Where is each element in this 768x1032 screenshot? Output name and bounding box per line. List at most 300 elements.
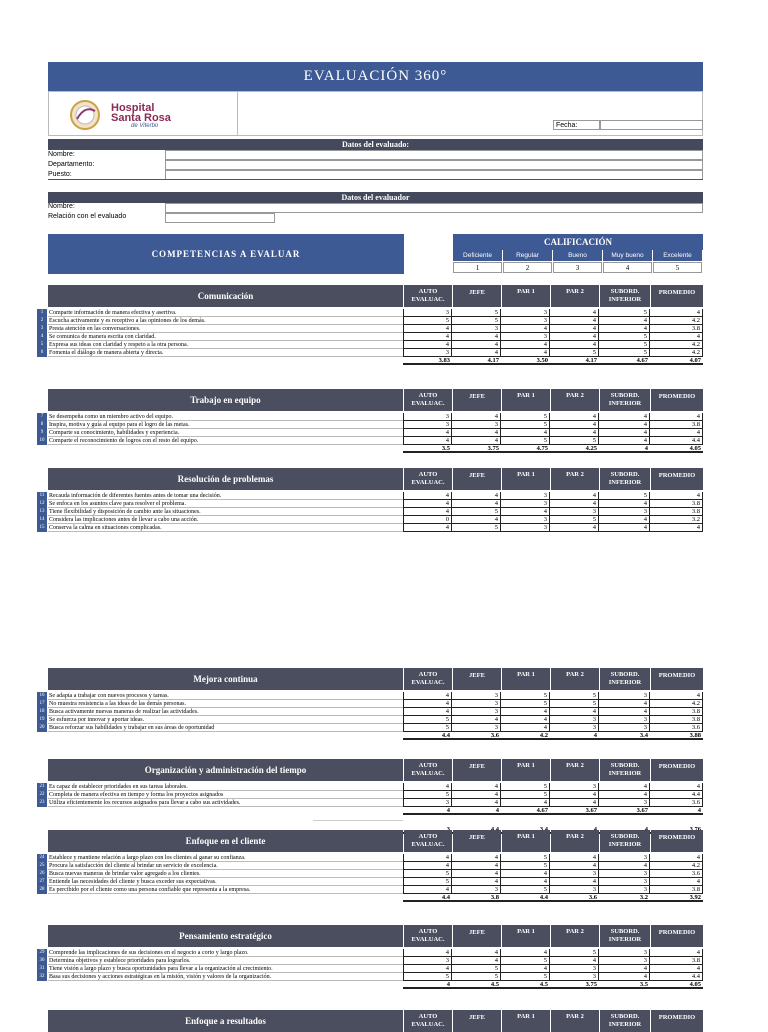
- promedio-cell: 4: [650, 429, 703, 437]
- score-cell[interactable]: 5: [501, 413, 550, 421]
- column-header: PROMEDIO: [651, 468, 703, 490]
- score-cell[interactable]: 5: [501, 854, 550, 862]
- score-cell[interactable]: 4: [550, 341, 599, 349]
- score-cell[interactable]: 4: [599, 516, 650, 524]
- score-cell[interactable]: 4: [599, 437, 650, 445]
- fecha-label: Fecha:: [553, 120, 600, 130]
- promedio-cell: 4: [650, 492, 703, 500]
- score-cell[interactable]: 4: [452, 413, 501, 421]
- score-cell[interactable]: 4: [599, 973, 650, 981]
- score-cell[interactable]: 4: [550, 333, 599, 341]
- criterion-text: Comparte su conocimiento, habilidades y experiencia.: [48, 429, 403, 437]
- score-cell[interactable]: 4: [452, 429, 501, 437]
- column-header: PAR 1: [502, 1010, 550, 1032]
- score-cell[interactable]: 4: [599, 524, 650, 532]
- row-number: 32: [37, 973, 47, 981]
- score-cell[interactable]: 4: [501, 949, 550, 957]
- score-cell[interactable]: 5: [599, 309, 650, 317]
- section-total: 3.4: [599, 732, 650, 740]
- section-title: Mejora continua: [48, 668, 403, 690]
- score-cell[interactable]: 3: [452, 325, 501, 333]
- criterion-text: Utiliza eficientemente los recursos asignados para llevar a cabo sus actividades.: [48, 799, 403, 807]
- column-header: AUTO EVALUAC.: [404, 285, 452, 307]
- criterion-text: Procura la satisfacción del cliente al brindar un servicio de excelencia.: [48, 862, 403, 870]
- criterion-text: Se adapta a trabajar con nuevos procesos y tareas.: [48, 692, 403, 700]
- table-row: [40, 349, 703, 357]
- score-cell[interactable]: 3: [452, 724, 501, 732]
- score-cell[interactable]: 4: [501, 708, 550, 716]
- score-cell[interactable]: 3: [501, 524, 550, 532]
- score-cell[interactable]: 5: [403, 724, 452, 732]
- column-header: JEFE: [453, 1010, 501, 1032]
- row-number: 12: [37, 500, 47, 508]
- score-cell[interactable]: 3: [452, 708, 501, 716]
- score-cell[interactable]: 4: [550, 957, 599, 965]
- row-number: 10: [37, 437, 47, 445]
- score-cell[interactable]: 5: [452, 524, 501, 532]
- section-total: 4.4: [403, 732, 452, 740]
- column-header: AUTO EVALUAC.: [404, 668, 452, 690]
- score-cell[interactable]: 4: [599, 783, 650, 791]
- score-cell[interactable]: 4: [403, 886, 452, 894]
- row-number: 17: [37, 700, 47, 708]
- score-cell[interactable]: 3: [550, 508, 599, 516]
- score-cell[interactable]: 4: [550, 862, 599, 870]
- promedio-cell: 3.6: [650, 799, 703, 807]
- score-cell[interactable]: 5: [550, 437, 599, 445]
- score-cell[interactable]: 5: [501, 692, 550, 700]
- column-header: PAR 1: [502, 285, 550, 307]
- score-cell[interactable]: 3: [452, 700, 501, 708]
- score-cell[interactable]: 4: [403, 862, 452, 870]
- column-header: SUBORD. INFERIOR: [600, 830, 650, 852]
- row-number: 11: [37, 492, 47, 500]
- promedio-cell: 4.4: [650, 973, 703, 981]
- section-title: Organización y administración del tiempo: [48, 759, 403, 781]
- score-cell[interactable]: 3: [550, 783, 599, 791]
- score-cell[interactable]: 5: [501, 783, 550, 791]
- promedio-cell: 3.6: [650, 870, 703, 878]
- score-cell[interactable]: 4: [599, 500, 650, 508]
- score-cell[interactable]: 4: [452, 716, 501, 724]
- column-header: PROMEDIO: [651, 759, 703, 781]
- criterion-text: Busca nuevas maneras de brindar valor agregado a los clientes.: [48, 870, 403, 878]
- score-cell[interactable]: 4: [403, 341, 452, 349]
- score-cell[interactable]: 4: [501, 716, 550, 724]
- score-cell[interactable]: 4: [501, 965, 550, 973]
- score-cell[interactable]: 3: [599, 957, 650, 965]
- calificacion-label: Deficiente: [453, 250, 502, 261]
- score-cell[interactable]: 5: [452, 965, 501, 973]
- column-header: PROMEDIO: [651, 925, 703, 947]
- criterion-text: Comparte el reconocimiento de logros con el resto del equipo.: [48, 437, 403, 445]
- criterion-text: Inspira, motiva y guía al equipo para el logro de las metas.: [48, 421, 403, 429]
- score-cell[interactable]: 5: [403, 317, 452, 325]
- score-cell[interactable]: 4: [452, 791, 501, 799]
- promedio-cell: 4: [650, 783, 703, 791]
- row-number: 16: [37, 692, 47, 700]
- score-cell[interactable]: 3: [550, 965, 599, 973]
- section-title: Pensamiento estratégico: [48, 925, 403, 947]
- score-cell[interactable]: 5: [501, 957, 550, 965]
- section-title: Resolución de problemas: [48, 468, 403, 490]
- column-header: SUBORD. INFERIOR: [600, 668, 650, 690]
- table-row: [40, 309, 703, 317]
- score-cell[interactable]: 4: [403, 854, 452, 862]
- calificacion-label: Regular: [503, 250, 552, 261]
- score-cell[interactable]: 5: [550, 516, 599, 524]
- score-cell[interactable]: 4: [403, 524, 452, 532]
- promedio-cell: 4: [650, 854, 703, 862]
- column-header: PAR 1: [502, 925, 550, 947]
- row-number: 19: [37, 716, 47, 724]
- score-cell[interactable]: 4: [550, 413, 599, 421]
- table-row: [39, 949, 703, 957]
- score-cell[interactable]: 5: [550, 700, 599, 708]
- promedio-cell: 3.2: [650, 516, 703, 524]
- score-cell[interactable]: 3: [501, 333, 550, 341]
- section-total: 4: [403, 807, 452, 815]
- score-cell[interactable]: 4: [403, 500, 452, 508]
- score-cell[interactable]: 4: [452, 862, 501, 870]
- promedio-cell: 4: [650, 965, 703, 973]
- column-header: SUBORD. INFERIOR: [600, 759, 650, 781]
- table-row: [39, 437, 703, 445]
- divider: [313, 820, 403, 821]
- score-cell[interactable]: 3: [599, 878, 650, 886]
- table-row: [39, 886, 703, 894]
- table-row: [39, 516, 703, 524]
- score-cell[interactable]: 4: [550, 708, 599, 716]
- criterion-text: Recauda información de diferentes fuentes antes de tomar una decisión.: [48, 492, 403, 500]
- row-number: 9: [37, 429, 47, 437]
- row-number: 18: [37, 708, 47, 716]
- score-cell[interactable]: 3: [599, 799, 650, 807]
- score-cell[interactable]: 4: [599, 708, 650, 716]
- score-cell[interactable]: 4: [501, 429, 550, 437]
- score-cell[interactable]: 4: [550, 791, 599, 799]
- score-cell[interactable]: 4: [403, 325, 452, 333]
- score-cell[interactable]: 4: [599, 429, 650, 437]
- table-row: [39, 724, 703, 732]
- promedio-cell: 3.8: [650, 421, 703, 429]
- score-cell[interactable]: 4: [452, 870, 501, 878]
- score-cell[interactable]: 4: [452, 341, 501, 349]
- score-cell[interactable]: 4: [550, 524, 599, 532]
- score-cell[interactable]: 3: [403, 309, 452, 317]
- score-cell[interactable]: 4: [550, 500, 599, 508]
- score-cell[interactable]: 4: [452, 516, 501, 524]
- score-cell[interactable]: 4: [599, 413, 650, 421]
- score-cell[interactable]: 5: [550, 349, 599, 357]
- score-cell[interactable]: 5: [452, 973, 501, 981]
- criterion-text: Es percibido por el cliente como una persona confiable que representa a la empresa.: [48, 886, 403, 894]
- score-cell[interactable]: 4: [550, 492, 599, 500]
- table-row: [39, 965, 703, 973]
- score-cell[interactable]: 5: [403, 791, 452, 799]
- score-cell[interactable]: 4: [599, 862, 650, 870]
- section-total: 3.6: [452, 732, 501, 740]
- score-cell[interactable]: 3: [599, 508, 650, 516]
- promedio-cell: 3.8: [650, 500, 703, 508]
- table-row: [39, 862, 703, 870]
- calificacion-value: 5: [653, 262, 702, 273]
- score-cell[interactable]: 4: [599, 325, 650, 333]
- score-cell[interactable]: 4: [501, 325, 550, 333]
- criterion-text: Comprende las implicaciones de sus decisiones en el negocio a corto y largo plazo.: [48, 949, 403, 957]
- table-row: [39, 692, 703, 700]
- score-cell[interactable]: 5: [501, 700, 550, 708]
- score-cell[interactable]: 3: [403, 413, 452, 421]
- score-cell[interactable]: 4: [550, 429, 599, 437]
- score-cell[interactable]: 5: [599, 333, 650, 341]
- calificacion-scale: [453, 250, 703, 274]
- score-cell[interactable]: 5: [599, 341, 650, 349]
- table-row: [39, 783, 703, 791]
- promedio-cell: 4: [650, 692, 703, 700]
- score-cell[interactable]: 4: [501, 341, 550, 349]
- column-header: JEFE: [453, 468, 501, 490]
- score-cell[interactable]: 4: [403, 708, 452, 716]
- table-row: [39, 799, 703, 807]
- score-cell[interactable]: 4: [550, 309, 599, 317]
- score-cell[interactable]: 4: [599, 965, 650, 973]
- row-number: 13: [37, 508, 47, 516]
- row-number: 22: [37, 791, 47, 799]
- column-header: AUTO EVALUAC.: [404, 925, 452, 947]
- column-header: AUTO EVALUAC.: [404, 759, 452, 781]
- criterion-text: Establece y mantiene relación a largo plazo con los clientes al ganar su confianza.: [48, 854, 403, 862]
- score-cell[interactable]: 4: [452, 799, 501, 807]
- column-header: SUBORD. INFERIOR: [600, 285, 650, 307]
- criterion-text: Se comunica de manera escrita con claridad.: [48, 333, 403, 341]
- criterion-text: Completa de manera efectiva en tiempo y forma los proyectos asignados: [48, 791, 403, 799]
- score-cell[interactable]: 4: [452, 783, 501, 791]
- row-number: 4: [37, 333, 47, 341]
- section-total: 4: [599, 445, 650, 453]
- calificacion-label: Muy bueno: [603, 250, 652, 261]
- score-cell[interactable]: 4: [452, 500, 501, 508]
- score-cell[interactable]: 4: [501, 349, 550, 357]
- score-cell[interactable]: 4: [403, 692, 452, 700]
- promedio-cell: 4.4: [650, 791, 703, 799]
- score-cell[interactable]: 3: [452, 421, 501, 429]
- score-cell[interactable]: 5: [501, 791, 550, 799]
- criterion-text: Expresa sus ideas con claridad y respeto a la otra persona.: [48, 341, 403, 349]
- score-cell[interactable]: 4: [599, 317, 650, 325]
- score-cell[interactable]: 3: [599, 886, 650, 894]
- score-cell[interactable]: 4: [452, 854, 501, 862]
- score-cell[interactable]: 5: [452, 317, 501, 325]
- logo-box: [48, 91, 238, 136]
- evaluado-puesto-label: Puesto:: [48, 171, 72, 178]
- score-cell[interactable]: 3: [452, 886, 501, 894]
- section-total: 3.75: [452, 445, 501, 453]
- column-header: PAR 2: [551, 389, 599, 411]
- score-cell[interactable]: 4: [452, 349, 501, 357]
- score-cell[interactable]: 4: [403, 437, 452, 445]
- score-cell[interactable]: 3: [403, 799, 452, 807]
- score-cell[interactable]: 4: [550, 325, 599, 333]
- evaluador-relacion-field[interactable]: [165, 213, 275, 223]
- column-header: PAR 1: [502, 759, 550, 781]
- score-cell[interactable]: 5: [403, 870, 452, 878]
- score-cell[interactable]: 4: [550, 878, 599, 886]
- column-header: SUBORD. INFERIOR: [600, 468, 650, 490]
- score-cell[interactable]: 5: [599, 349, 650, 357]
- score-cell[interactable]: 4: [452, 333, 501, 341]
- score-cell[interactable]: 3: [403, 421, 452, 429]
- row-number: 30: [37, 957, 47, 965]
- score-cell[interactable]: 4: [403, 508, 452, 516]
- table-row: [39, 716, 703, 724]
- section-total: 4.17: [452, 357, 501, 365]
- score-cell[interactable]: 4: [403, 965, 452, 973]
- score-cell[interactable]: 4: [452, 437, 501, 445]
- score-cell[interactable]: 5: [501, 862, 550, 870]
- column-header: PROMEDIO: [651, 285, 703, 307]
- criterion-text: Tiene flexibilidad y disposición de cambio ante las situaciones.: [48, 508, 403, 516]
- score-cell[interactable]: 3: [599, 692, 650, 700]
- table-row: [40, 341, 703, 349]
- column-header: PROMEDIO: [651, 668, 703, 690]
- table-row: [39, 973, 703, 981]
- score-cell[interactable]: 5: [403, 878, 452, 886]
- score-cell[interactable]: 4: [550, 854, 599, 862]
- column-header: JEFE: [453, 830, 501, 852]
- score-cell[interactable]: 4: [599, 700, 650, 708]
- row-number: 7: [37, 413, 47, 421]
- row-number: 5: [37, 341, 47, 349]
- score-cell[interactable]: 4: [501, 724, 550, 732]
- column-header: AUTO EVALUAC.: [404, 389, 452, 411]
- row-number: 26: [37, 870, 47, 878]
- score-cell[interactable]: 4: [403, 429, 452, 437]
- evaluado-header: Datos del evaluado:: [48, 139, 703, 150]
- score-cell[interactable]: 3: [501, 309, 550, 317]
- promedio-cell: 4.2: [650, 341, 703, 349]
- score-cell[interactable]: 4: [550, 317, 599, 325]
- score-cell[interactable]: 3: [550, 716, 599, 724]
- score-cell[interactable]: 4: [550, 421, 599, 429]
- criterion-text: Conserva la calma en situaciones complicadas.: [48, 524, 403, 532]
- score-cell[interactable]: 4: [599, 421, 650, 429]
- criterion-text: Determina objetivos y establece prioridades para lograrlos.: [48, 957, 403, 965]
- score-cell[interactable]: 0: [403, 516, 452, 524]
- column-header: PROMEDIO: [651, 1010, 703, 1032]
- score-cell[interactable]: 3: [501, 516, 550, 524]
- score-cell[interactable]: 5: [452, 309, 501, 317]
- row-number: 28: [37, 886, 47, 894]
- column-header: PAR 2: [551, 830, 599, 852]
- score-cell[interactable]: 5: [501, 421, 550, 429]
- score-cell[interactable]: 3: [599, 949, 650, 957]
- section-total: 3.2: [599, 894, 650, 902]
- section-total: 4.25: [550, 445, 599, 453]
- score-cell[interactable]: 5: [599, 492, 650, 500]
- promedio-cell: 4.2: [650, 700, 703, 708]
- table-row: [39, 708, 703, 716]
- score-cell[interactable]: 5: [403, 716, 452, 724]
- score-cell[interactable]: 5: [550, 692, 599, 700]
- score-cell[interactable]: 4: [452, 949, 501, 957]
- score-cell[interactable]: 3: [550, 886, 599, 894]
- evaluador-nombre-label: Nombre:: [48, 203, 75, 210]
- score-cell[interactable]: 5: [501, 886, 550, 894]
- criterion-text: Es capaz de establecer prioridades en sus tareas laborales.: [48, 783, 403, 791]
- table-row: [39, 700, 703, 708]
- score-cell[interactable]: 3: [550, 870, 599, 878]
- score-cell[interactable]: 4: [452, 957, 501, 965]
- score-cell[interactable]: 5: [501, 973, 550, 981]
- calificacion-header: CALIFICACIÓN: [453, 234, 703, 250]
- score-cell[interactable]: 3: [599, 724, 650, 732]
- row-number: 24: [37, 854, 47, 862]
- column-header: AUTO EVALUAC.: [404, 830, 452, 852]
- score-cell[interactable]: 4: [452, 492, 501, 500]
- score-cell[interactable]: 4: [501, 799, 550, 807]
- section-total: 3.67: [550, 807, 599, 815]
- score-cell[interactable]: 4: [403, 333, 452, 341]
- column-header: JEFE: [453, 925, 501, 947]
- table-row: [40, 429, 703, 437]
- score-cell[interactable]: 4: [403, 949, 452, 957]
- score-cell[interactable]: 3: [501, 317, 550, 325]
- section-total: 4.2: [501, 732, 550, 740]
- score-cell[interactable]: 4: [403, 783, 452, 791]
- score-cell[interactable]: 3: [403, 957, 452, 965]
- score-cell[interactable]: 4: [550, 799, 599, 807]
- logo-line1: Hospital: [111, 102, 155, 114]
- score-cell[interactable]: 3: [501, 492, 550, 500]
- evaluador-nombre-field[interactable]: [165, 203, 703, 213]
- score-cell[interactable]: 3: [550, 973, 599, 981]
- score-cell[interactable]: 3: [550, 724, 599, 732]
- score-cell[interactable]: 3: [452, 692, 501, 700]
- fecha-field[interactable]: [600, 120, 703, 130]
- promedio-cell: 4: [650, 333, 703, 341]
- section-total: 4: [403, 981, 452, 989]
- criterion-text: Fomenta el diálogo de manera abierta y directa.: [48, 349, 403, 357]
- score-cell[interactable]: 5: [452, 508, 501, 516]
- score-cell[interactable]: 4: [403, 492, 452, 500]
- score-cell[interactable]: 5: [501, 437, 550, 445]
- score-cell[interactable]: 5: [550, 949, 599, 957]
- score-cell[interactable]: 3: [599, 870, 650, 878]
- score-cell[interactable]: 3: [599, 854, 650, 862]
- score-cell[interactable]: 4: [501, 878, 550, 886]
- table-row: [39, 878, 703, 886]
- section-title: Enfoque a resultados: [48, 1010, 403, 1032]
- score-cell[interactable]: 4: [501, 870, 550, 878]
- section-total: 4: [452, 807, 501, 815]
- score-cell[interactable]: 4: [501, 508, 550, 516]
- promedio-cell: 4: [650, 878, 703, 886]
- row-number: 27: [37, 878, 47, 886]
- row-number: 23: [37, 799, 47, 807]
- score-cell[interactable]: 3: [599, 716, 650, 724]
- score-cell[interactable]: 5: [403, 973, 452, 981]
- score-cell[interactable]: 4: [452, 878, 501, 886]
- section-total: 4.05: [650, 445, 703, 453]
- table-row: [39, 870, 703, 878]
- score-cell[interactable]: 3: [501, 500, 550, 508]
- score-cell[interactable]: 4: [403, 700, 452, 708]
- score-cell[interactable]: 3: [403, 349, 452, 357]
- section-total: 4.4: [501, 894, 550, 902]
- score-cell[interactable]: 4: [599, 791, 650, 799]
- table-row: [39, 492, 703, 500]
